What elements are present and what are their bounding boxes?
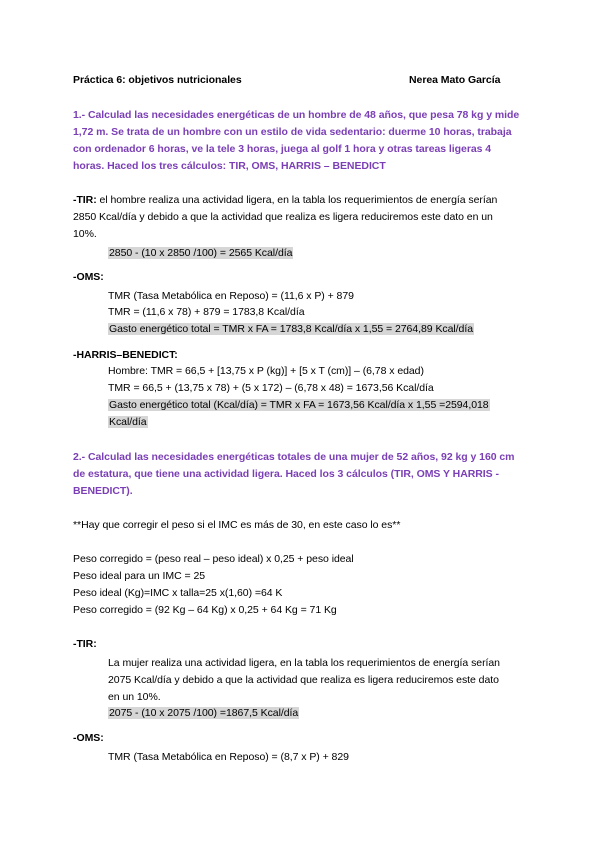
harris1-total-highlight-2: Kcal/día (109, 416, 147, 428)
tir1-text: el hombre realiza una actividad ligera, en la tabla los requerimientos de energía serían (96, 194, 498, 206)
harris1-total-line-1 (108, 398, 490, 412)
tir2-calc-highlight: 2075 - (10 x 2075 /100) =1867,5 Kcal/día (109, 707, 299, 719)
tir2-calc (108, 706, 299, 720)
harris1-heading: -HARRIS–BENEDICT: (73, 349, 178, 361)
oms1-line-1: TMR (Tasa Metabólica en Reposo) = (11,6 x P) + 879 (108, 290, 354, 302)
oms2-line-1: TMR (Tasa Metabólica en Reposo) = (8,7 x P) + 829 (108, 751, 349, 763)
tir2-heading: -TIR: (73, 638, 97, 650)
harris1-line-1: Hombre: TMR = 66,5 + [13,75 x P (kg)] + [5 x T (cm)] – (6,78 x edad) (108, 365, 424, 377)
tir1-line-2: 2850 Kcal/día y debido a que la actividad que realiza es ligera reduciremos este dato en un (73, 211, 493, 223)
weight-line-1: Peso corregido = (peso real – peso ideal) x 0,25 + peso ideal (73, 553, 354, 565)
tir1-calc (108, 246, 293, 260)
q1-line-4: horas. Haced los tres cálculos: TIR, OMS, HARRIS – BENEDICT (73, 160, 386, 172)
q1-line-3: con ordenador 6 horas, ve la tele 3 horas, juega al golf 1 hora y otras tareas ligeras 4 (73, 143, 492, 155)
oms1-total (108, 322, 474, 336)
tir2-line-2: 2075 Kcal/día y debido a que la actividad que realiza es ligera reduciremos este dato (108, 674, 499, 686)
tir1-heading: -TIR: (73, 194, 97, 206)
harris1-total-highlight-1: Gasto energético total (Kcal/día) = TMR x FA = 1673,56 Kcal/día x 1,55 =2594,018 (109, 399, 489, 411)
note-text: **Hay que corregir el peso si el IMC es más de 30, en este caso lo es** (73, 519, 401, 531)
q1-line-1: 1.- Calculad las necesidades energéticas de un hombre de 48 años, que pesa 78 kg y mide (73, 109, 520, 121)
harris1-line-2: TMR = 66,5 + (13,75 x 78) + (5 x 172) – (6,78 x 48) = 1673,56 Kcal/día (108, 382, 434, 394)
harris1-total-line-2 (108, 415, 148, 429)
tir2-line-3: en un 10%. (108, 691, 161, 703)
oms1-total-highlight: Gasto energético total = TMR x FA = 1783,8 Kcal/día x 1,55 = 2764,89 Kcal/día (109, 323, 473, 335)
oms1-line-2: TMR = (11,6 x 78) + 879 = 1783,8 Kcal/día (108, 306, 305, 318)
weight-line-2: Peso ideal para un IMC = 25 (73, 570, 206, 582)
document-title: Práctica 6: objetivos nutricionales (73, 74, 242, 86)
weight-line-4: Peso corregido = (92 Kg – 64 Kg) x 0,25 + 64 Kg = 71 Kg (73, 604, 337, 616)
oms1-heading: -OMS: (73, 271, 104, 283)
weight-line-3: Peso ideal (Kg)=IMC x talla=25 x(1,60) =64 K (73, 587, 283, 599)
q2-line-2: de estatura, que tiene una actividad ligera. Haced los 3 cálculos (TIR, OMS Y HARRIS - (73, 468, 499, 480)
author-name: Nerea Mato García (409, 74, 501, 86)
tir1-calc-highlight: 2850 - (10 x 2850 /100) = 2565 Kcal/día (109, 247, 293, 259)
oms2-heading: -OMS: (73, 732, 104, 744)
q1-line-2: 1,72 m. Se trata de un hombre con un estilo de vida sedentario: duerme 10 horas, trabaja (73, 126, 512, 138)
q2-line-3: BENEDICT). (73, 485, 133, 497)
tir2-line-1: La mujer realiza una actividad ligera, en la tabla los requerimientos de energía serían (108, 657, 500, 669)
tir1-line-1 (73, 193, 497, 207)
tir1-line-3: 10%. (73, 228, 97, 240)
q2-line-1: 2.- Calculad las necesidades energéticas totales de una mujer de 52 años, 92 kg y 160 cm (73, 451, 515, 463)
